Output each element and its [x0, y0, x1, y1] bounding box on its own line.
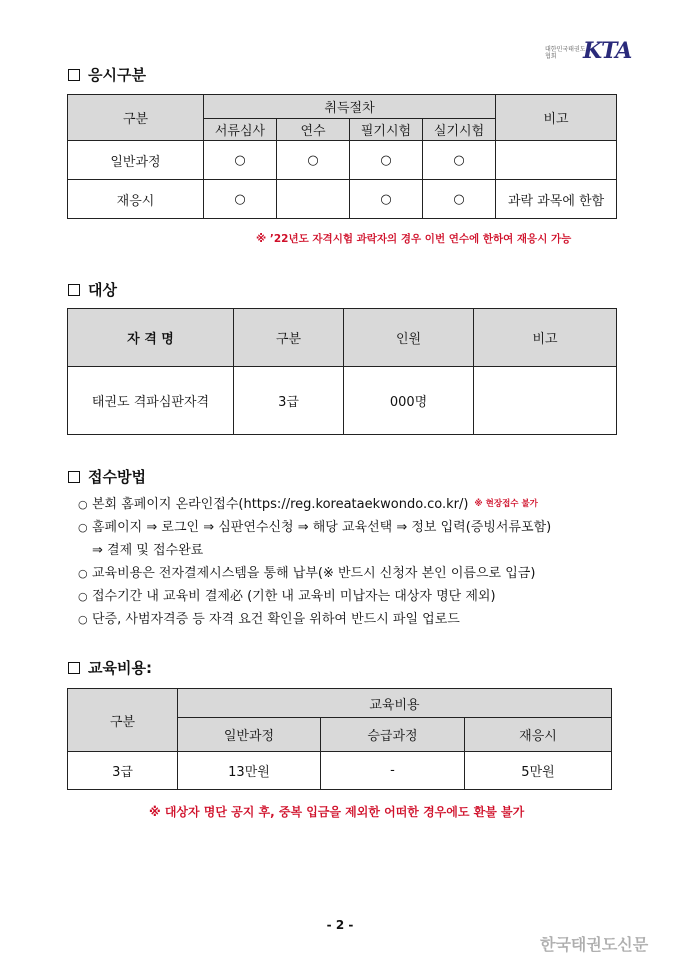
cost-value: - — [321, 752, 465, 790]
checkbox-square-icon — [68, 69, 80, 81]
application-method-list — [78, 493, 638, 631]
section-title-cost — [68, 657, 152, 678]
section-title-text: 접수방법 — [88, 468, 146, 486]
circle-mark: ○ — [204, 180, 277, 219]
section-title-text: 응시구분 — [88, 66, 146, 84]
grade: 3급 — [68, 752, 178, 790]
header-step: 연수 — [277, 119, 350, 141]
row-label: 재응시 — [68, 180, 204, 219]
header-remarks: 비고 — [474, 309, 617, 367]
grade: 3급 — [234, 367, 344, 435]
target-table — [67, 308, 617, 435]
list-item — [78, 516, 638, 539]
header-procedure: 취득절차 — [204, 95, 496, 119]
no-onsite-tag: ※ 현장접수 불가 — [474, 499, 538, 509]
logo-kta-text: KTA — [583, 38, 632, 64]
header-remarks: 비고 — [496, 95, 617, 141]
qualification-name: 태권도 격파심판자격 — [68, 367, 234, 435]
circle-mark: ○ — [423, 141, 496, 180]
header-course: 일반과정 — [178, 718, 321, 752]
list-item-text: 교육비용은 전자결제시스템을 통해 납부(※ 반드시 신청자 본인 이름으로 입금) — [92, 566, 536, 581]
circle-mark: ○ — [423, 180, 496, 219]
header-course: 재응시 — [465, 718, 612, 752]
checkbox-square-icon — [68, 662, 80, 674]
list-item-text: 접수기간 내 교육비 결제必 (기한 내 교육비 미납자는 대상자 명단 제외) — [92, 589, 496, 604]
circle-bullet-icon: ○ — [78, 521, 88, 534]
section-title-exam-type — [68, 64, 146, 85]
header-category: 구분 — [234, 309, 344, 367]
headcount: 000명 — [344, 367, 474, 435]
list-item-text: 홈페이지 ⇒ 로그인 ⇒ 심판연수신청 ⇒ 해당 교육선택 ⇒ 정보 입력(증빙서류포함) — [92, 520, 552, 535]
newspaper-watermark: 한국태권도신문 — [540, 935, 649, 954]
header-step: 서류심사 — [204, 119, 277, 141]
section-title-text: 대상 — [88, 281, 117, 299]
header-qualification: 자 격 명 — [68, 309, 234, 367]
page-number: - 2 - — [326, 918, 354, 932]
refund-note: ※ 대상자 명단 공지 후, 중복 입금을 제외한 어떠한 경우에도 환불 불가 — [149, 805, 525, 819]
table-row — [68, 180, 617, 219]
section-title-application — [68, 466, 146, 487]
section-title-text: 교육비용: — [88, 659, 152, 677]
list-item — [78, 608, 638, 631]
circle-mark: ○ — [350, 141, 423, 180]
exam-type-table — [67, 94, 617, 219]
circle-mark — [277, 180, 350, 219]
list-item-text: 본회 홈페이지 온라인접수(https://reg.koreataekwondo.co.kr/) — [92, 497, 469, 512]
circle-bullet-icon: ○ — [78, 613, 88, 626]
section-title-target — [68, 279, 117, 300]
table-row — [68, 141, 617, 180]
bullet-placeholder — [78, 539, 92, 562]
list-item-text: 단증, 사범자격증 등 자격 요건 확인을 위하여 반드시 파일 업로드 — [92, 612, 460, 627]
list-item — [78, 539, 638, 562]
row-label: 일반과정 — [68, 141, 204, 180]
retake-note: ※ ’22년도 자격시험 과락자의 경우 이번 연수에 한하여 재응시 가능 — [256, 233, 572, 245]
checkbox-square-icon — [68, 471, 80, 483]
header-step: 실기시험 — [423, 119, 496, 141]
list-item-text: ⇒ 결제 및 접수완료 — [92, 543, 204, 558]
checkbox-square-icon — [68, 284, 80, 296]
circle-mark: ○ — [350, 180, 423, 219]
circle-bullet-icon: ○ — [78, 567, 88, 580]
header-count: 인원 — [344, 309, 474, 367]
table-row — [68, 752, 612, 790]
list-item — [78, 585, 638, 608]
row-remark: 과락 과목에 한함 — [496, 180, 617, 219]
header-course: 승급과정 — [321, 718, 465, 752]
cost-value: 5만원 — [465, 752, 612, 790]
remark — [474, 367, 617, 435]
list-item — [78, 562, 638, 585]
cost-table — [67, 688, 612, 790]
table-row — [68, 367, 617, 435]
row-remark — [496, 141, 617, 180]
list-item — [78, 493, 638, 516]
circle-mark: ○ — [204, 141, 277, 180]
circle-mark: ○ — [277, 141, 350, 180]
logo-small-text: 대한민국태권도협회 — [545, 46, 586, 60]
circle-bullet-icon: ○ — [78, 590, 88, 603]
header-cost: 교육비용 — [178, 689, 612, 718]
kta-logo — [545, 34, 632, 68]
header-category: 구분 — [68, 689, 178, 752]
cost-value: 13만원 — [178, 752, 321, 790]
header-step: 필기시험 — [350, 119, 423, 141]
header-category: 구분 — [68, 95, 204, 141]
circle-bullet-icon: ○ — [78, 498, 88, 511]
